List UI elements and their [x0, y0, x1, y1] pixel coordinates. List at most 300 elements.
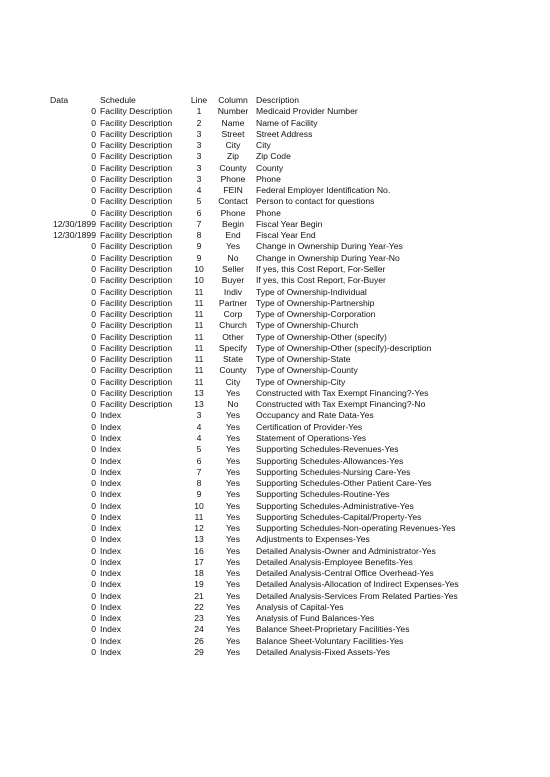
cell-schedule: Facility Description — [100, 331, 173, 342]
cell-column: County — [219, 365, 247, 376]
cell-column: Yes — [225, 613, 241, 624]
table-row — [0, 444, 550, 455]
cell-description: Type of Ownership-City — [256, 376, 346, 387]
cell-line: 11 — [194, 342, 204, 353]
cell-data: 0 — [91, 421, 96, 432]
cell-schedule: Facility Description — [100, 286, 173, 297]
cell-data: 0 — [91, 511, 96, 522]
cell-data: 0 — [91, 173, 96, 184]
cell-schedule: Index — [100, 590, 122, 601]
cell-schedule: Index — [100, 556, 122, 567]
cell-schedule: Index — [100, 421, 122, 432]
table-row — [0, 354, 550, 365]
cell-description: Supporting Schedules-Nursing Care-Yes — [256, 466, 411, 477]
cell-line: 5 — [196, 196, 202, 207]
cell-description: Certification of Provider-Yes — [256, 421, 363, 432]
table-row — [0, 613, 550, 624]
cell-data: 0 — [91, 568, 96, 579]
cell-description: Statement of Operations-Yes — [256, 432, 367, 443]
table-row — [0, 230, 550, 241]
cell-column: City — [225, 140, 241, 151]
cell-description: Change in Ownership During Year-No — [256, 252, 400, 263]
cell-schedule: Facility Description — [100, 241, 173, 252]
table-row — [0, 320, 550, 331]
cell-column: Yes — [225, 624, 241, 635]
cell-description: Name of Facility — [256, 117, 318, 128]
cell-line: 11 — [194, 331, 204, 342]
cell-schedule: Index — [100, 432, 122, 443]
cell-line: 11 — [194, 511, 204, 522]
table-row — [0, 410, 550, 421]
cell-column: State — [222, 354, 244, 365]
cell-column: Yes — [225, 478, 241, 489]
table-row — [0, 185, 550, 196]
cell-column: Yes — [225, 556, 241, 567]
cell-schedule: Index — [100, 489, 122, 500]
cell-data: 0 — [91, 590, 96, 601]
cell-column: Yes — [225, 635, 241, 646]
cell-column: Other — [222, 331, 244, 342]
cell-description: Constructed with Tax Exempt Financing?-Yes — [256, 387, 429, 398]
cell-column: Yes — [225, 410, 241, 421]
cell-column: Corp — [223, 309, 243, 320]
cell-description: If yes, this Cost Report, For-Buyer — [256, 275, 386, 286]
cell-line: 10 — [194, 275, 204, 286]
cell-data: 0 — [91, 263, 96, 274]
cell-schedule: Facility Description — [100, 173, 173, 184]
cell-schedule: Facility Description — [100, 387, 173, 398]
cell-description: Detailed Analysis-Central Office Overhead-Yes — [256, 568, 434, 579]
cell-line: 9 — [196, 489, 202, 500]
cell-data: 0 — [91, 140, 96, 151]
cell-schedule: Index — [100, 478, 122, 489]
cell-description: Type of Ownership-State — [256, 354, 351, 365]
cell-line: 11 — [194, 309, 204, 320]
cell-column: Partner — [218, 297, 248, 308]
table-row — [0, 546, 550, 557]
cell-schedule: Index — [100, 534, 122, 545]
cell-data: 12/30/1899 — [52, 230, 96, 241]
table-row — [0, 399, 550, 410]
cell-data: 0 — [91, 523, 96, 534]
cell-description: City — [256, 140, 271, 151]
cell-data: 0 — [91, 320, 96, 331]
cell-data: 0 — [91, 455, 96, 466]
cell-column: Number — [217, 106, 249, 117]
cell-line: 6 — [196, 207, 202, 218]
cell-line: 8 — [196, 478, 202, 489]
cell-schedule: Facility Description — [100, 354, 173, 365]
cell-column: Zip — [227, 151, 239, 162]
cell-line: 8 — [196, 230, 202, 241]
table-row — [0, 298, 550, 309]
cell-schedule: Facility Description — [100, 320, 173, 331]
cell-column: Yes — [225, 432, 241, 443]
cell-schedule: Facility Description — [100, 252, 173, 263]
cell-description: Phone — [256, 207, 281, 218]
cell-column: Name — [221, 117, 245, 128]
cell-line: 11 — [194, 376, 204, 387]
header-column: Column — [218, 95, 248, 105]
header-schedule: Schedule — [100, 95, 136, 105]
cell-schedule: Index — [100, 523, 122, 534]
cell-schedule: Index — [100, 613, 122, 624]
cell-description: Street Address — [256, 128, 313, 139]
cell-column: No — [227, 399, 239, 410]
cell-data: 0 — [91, 432, 96, 443]
table-row — [0, 151, 550, 162]
cell-schedule: Index — [100, 635, 122, 646]
table-row — [0, 208, 550, 219]
cell-schedule: Facility Description — [100, 275, 173, 286]
cell-schedule: Facility Description — [100, 342, 173, 353]
cell-schedule: Facility Description — [100, 140, 173, 151]
cell-data: 0 — [91, 601, 96, 612]
cell-data: 0 — [91, 466, 96, 477]
cell-line: 3 — [196, 173, 202, 184]
table-row — [0, 512, 550, 523]
header-data: Data — [50, 95, 69, 105]
cell-column: Yes — [225, 421, 241, 432]
table-row — [0, 196, 550, 207]
cell-line: 7 — [196, 466, 202, 477]
cell-description: Balance Sheet-Voluntary Facilities-Yes — [256, 635, 404, 646]
table-row — [0, 241, 550, 252]
cell-schedule: Facility Description — [100, 106, 173, 117]
cell-schedule: Facility Description — [100, 151, 173, 162]
cell-line: 1 — [196, 106, 202, 117]
cell-description: Type of Ownership-Individual — [256, 286, 367, 297]
cell-line: 24 — [194, 624, 204, 635]
cell-description: Fiscal Year End — [256, 230, 316, 241]
table-row — [0, 579, 550, 590]
cell-description: Detailed Analysis-Fixed Assets-Yes — [256, 647, 390, 658]
cell-description: Balance Sheet-Proprietary Facilities-Yes — [256, 624, 410, 635]
cell-line: 10 — [194, 500, 204, 511]
cell-line: 11 — [194, 365, 204, 376]
table-row — [0, 489, 550, 500]
cell-description: Analysis of Fund Balances-Yes — [256, 613, 375, 624]
cell-description: Medicaid Provider Number — [256, 106, 358, 117]
cell-line: 17 — [194, 556, 204, 567]
cell-data: 0 — [91, 354, 96, 365]
cell-data: 0 — [91, 489, 96, 500]
cell-line: 26 — [194, 635, 204, 646]
cell-description: Supporting Schedules-Capital/Property-Yes — [256, 511, 422, 522]
cell-description: If yes, this Cost Report, For-Seller — [256, 263, 386, 274]
table-row — [0, 264, 550, 275]
table-row — [0, 309, 550, 320]
cell-data: 0 — [91, 252, 96, 263]
cell-column: Yes — [225, 545, 241, 556]
cell-line: 11 — [194, 297, 204, 308]
cell-line: 3 — [196, 151, 202, 162]
header-description: Description — [256, 95, 299, 105]
cell-data: 0 — [91, 241, 96, 252]
cell-data: 0 — [91, 286, 96, 297]
header-row — [0, 95, 550, 106]
cell-data: 0 — [91, 297, 96, 308]
cell-line: 6 — [196, 455, 202, 466]
table-body — [0, 106, 550, 658]
table-row — [0, 647, 550, 658]
cell-column: Yes — [225, 466, 241, 477]
cell-data: 0 — [91, 275, 96, 286]
cell-description: Supporting Schedules-Routine-Yes — [256, 489, 390, 500]
cell-schedule: Index — [100, 579, 122, 590]
cell-schedule: Facility Description — [100, 230, 173, 241]
cell-description: Analysis of Capital-Yes — [256, 601, 344, 612]
cell-data: 0 — [91, 399, 96, 410]
table-row — [0, 140, 550, 151]
table-row — [0, 456, 550, 467]
cell-schedule: Facility Description — [100, 128, 173, 139]
table-row — [0, 377, 550, 388]
cell-line: 4 — [196, 432, 202, 443]
cell-schedule: Index — [100, 444, 122, 455]
cell-schedule: Index — [100, 624, 122, 635]
cell-column: Yes — [225, 579, 241, 590]
cell-line: 9 — [196, 252, 202, 263]
cell-line: 12 — [194, 523, 204, 534]
table-row — [0, 501, 550, 512]
cell-schedule: Facility Description — [100, 309, 173, 320]
cell-description: Supporting Schedules-Administrative-Yes — [256, 500, 414, 511]
cell-description: Type of Ownership-Other (specify) — [256, 331, 387, 342]
table-row — [0, 568, 550, 579]
cell-column: Yes — [225, 511, 241, 522]
cell-description: Type of Ownership-Other (specify)-description — [256, 342, 432, 353]
cell-schedule: Facility Description — [100, 263, 173, 274]
cell-line: 13 — [194, 399, 204, 410]
cell-line: 19 — [194, 579, 204, 590]
cell-column: Yes — [225, 241, 241, 252]
table-row — [0, 602, 550, 613]
table-row — [0, 163, 550, 174]
cell-schedule: Index — [100, 410, 122, 421]
cell-data: 0 — [91, 128, 96, 139]
cell-column: Buyer — [221, 275, 245, 286]
table-row — [0, 118, 550, 129]
cell-data: 0 — [91, 624, 96, 635]
cell-description: Type of Ownership-Partnership — [256, 297, 375, 308]
cell-description: County — [256, 162, 284, 173]
table-row — [0, 287, 550, 298]
cell-column: Yes — [225, 568, 241, 579]
cell-description: Adjustments to Expenses-Yes — [256, 534, 370, 545]
table-row — [0, 219, 550, 230]
cell-line: 11 — [194, 286, 204, 297]
table-row — [0, 332, 550, 343]
cell-description: Occupancy and Rate Data-Yes — [256, 410, 374, 421]
table-row — [0, 422, 550, 433]
cell-line: 13 — [194, 534, 204, 545]
cell-column: Phone — [220, 173, 246, 184]
table-row — [0, 467, 550, 478]
cell-description: Detailed Analysis-Employee Benefits-Yes — [256, 556, 413, 567]
cell-data: 0 — [91, 117, 96, 128]
cell-line: 21 — [194, 590, 204, 601]
table-row — [0, 275, 550, 286]
cell-description: Phone — [256, 173, 281, 184]
table-row — [0, 433, 550, 444]
cell-description: Person to contact for questions — [256, 196, 375, 207]
cell-data: 0 — [91, 162, 96, 173]
cell-column: Yes — [225, 523, 241, 534]
cell-description: Supporting Schedules-Allowances-Yes — [256, 455, 404, 466]
cell-description: Type of Ownership-Church — [256, 320, 359, 331]
cell-description: Supporting Schedules-Revenues-Yes — [256, 444, 399, 455]
cell-description: Federal Employer Identification No. — [256, 185, 391, 196]
cell-line: 4 — [196, 185, 202, 196]
cell-column: Yes — [225, 455, 241, 466]
table-row — [0, 478, 550, 489]
table-row — [0, 388, 550, 399]
cell-data: 0 — [91, 478, 96, 489]
cell-schedule: Facility Description — [100, 376, 173, 387]
cell-description: Detailed Analysis-Owner and Administrator-Yes — [256, 545, 436, 556]
table-row — [0, 106, 550, 117]
cell-column: Contact — [218, 196, 248, 207]
cell-column: End — [225, 230, 241, 241]
table-row — [0, 174, 550, 185]
cell-data: 0 — [91, 331, 96, 342]
cell-column: Street — [221, 128, 245, 139]
cell-column: Begin — [222, 218, 244, 229]
cell-data: 0 — [91, 207, 96, 218]
cell-schedule: Index — [100, 500, 122, 511]
cell-data: 0 — [91, 500, 96, 511]
cell-data: 0 — [91, 387, 96, 398]
cell-schedule: Facility Description — [100, 162, 173, 173]
cell-line: 29 — [194, 647, 204, 658]
cell-data: 0 — [91, 106, 96, 117]
cell-description: Constructed with Tax Exempt Financing?-No — [256, 399, 426, 410]
table-row — [0, 534, 550, 545]
cell-line: 10 — [194, 263, 204, 274]
cell-data: 0 — [91, 556, 96, 567]
cell-column: Church — [219, 320, 247, 331]
cell-description: Detailed Analysis-Allocation of Indirect Expenses-Yes — [256, 579, 459, 590]
cell-column: Yes — [225, 601, 241, 612]
spreadsheet-page — [0, 95, 550, 658]
cell-schedule: Facility Description — [100, 297, 173, 308]
cell-line: 3 — [196, 162, 202, 173]
cell-description: Type of Ownership-County — [256, 365, 358, 376]
cell-data: 0 — [91, 365, 96, 376]
cell-data: 0 — [91, 647, 96, 658]
cell-data: 0 — [91, 444, 96, 455]
cell-description: Zip Code — [256, 151, 291, 162]
cell-line: 2 — [196, 117, 202, 128]
cell-column: FEIN — [223, 185, 243, 196]
cell-schedule: Facility Description — [100, 399, 173, 410]
cell-column: Yes — [225, 489, 241, 500]
cell-line: 11 — [194, 320, 204, 331]
cell-line: 7 — [196, 218, 202, 229]
table-row — [0, 557, 550, 568]
cell-line: 13 — [194, 387, 204, 398]
table-row — [0, 343, 550, 354]
cell-schedule: Index — [100, 455, 122, 466]
cell-line: 16 — [194, 545, 204, 556]
cell-schedule: Facility Description — [100, 218, 173, 229]
cell-schedule: Facility Description — [100, 365, 173, 376]
cell-schedule: Index — [100, 647, 122, 658]
cell-column: Yes — [225, 647, 241, 658]
cell-line: 3 — [196, 128, 202, 139]
cell-description: Change in Ownership During Year-Yes — [256, 241, 403, 252]
cell-column: Yes — [225, 444, 241, 455]
cell-column: Specify — [218, 342, 248, 353]
cell-column: City — [225, 376, 241, 387]
cell-column: County — [219, 162, 247, 173]
cell-line: 22 — [194, 601, 204, 612]
table-row — [0, 523, 550, 534]
cell-line: 11 — [194, 354, 204, 365]
cell-line: 18 — [194, 568, 204, 579]
cell-description: Supporting Schedules-Non-operating Revenues-Yes — [256, 523, 456, 534]
cell-data: 0 — [91, 545, 96, 556]
cell-line: 9 — [196, 241, 202, 252]
cell-data: 0 — [91, 185, 96, 196]
cell-schedule: Facility Description — [100, 207, 173, 218]
cell-column: Yes — [225, 590, 241, 601]
cell-column: No — [227, 252, 239, 263]
table-row — [0, 624, 550, 635]
cell-data: 0 — [91, 579, 96, 590]
cell-schedule: Facility Description — [100, 196, 173, 207]
cell-schedule: Index — [100, 466, 122, 477]
cell-data: 12/30/1899 — [52, 218, 96, 229]
table-row — [0, 365, 550, 376]
cell-data: 0 — [91, 309, 96, 320]
cell-data: 0 — [91, 151, 96, 162]
cell-column: Phone — [220, 207, 246, 218]
cell-column: Seller — [222, 263, 244, 274]
cell-column: Yes — [225, 534, 241, 545]
table-row — [0, 253, 550, 264]
table-row — [0, 591, 550, 602]
cell-schedule: Facility Description — [100, 185, 173, 196]
cell-line: 4 — [196, 421, 202, 432]
cell-description: Fiscal Year Begin — [256, 218, 323, 229]
cell-description: Type of Ownership-Corporation — [256, 309, 376, 320]
cell-description: Detailed Analysis-Services From Related Parties-Yes — [256, 590, 458, 601]
table-row — [0, 636, 550, 647]
cell-schedule: Index — [100, 601, 122, 612]
cell-data: 0 — [91, 635, 96, 646]
cell-line: 3 — [196, 410, 202, 421]
cell-column: Yes — [225, 500, 241, 511]
cell-data: 0 — [91, 410, 96, 421]
cell-data: 0 — [91, 376, 96, 387]
table-row — [0, 129, 550, 140]
cell-description: Supporting Schedules-Other Patient Care-Yes — [256, 478, 432, 489]
cell-column: Indiv — [223, 286, 243, 297]
cell-column: Yes — [225, 387, 241, 398]
cell-schedule: Index — [100, 568, 122, 579]
header-line: Line — [190, 95, 208, 105]
cell-schedule: Index — [100, 511, 122, 522]
cell-data: 0 — [91, 534, 96, 545]
cell-line: 23 — [194, 613, 204, 624]
cell-data: 0 — [91, 342, 96, 353]
cell-line: 5 — [196, 444, 202, 455]
cell-line: 3 — [196, 140, 202, 151]
cell-data: 0 — [91, 196, 96, 207]
cell-data: 0 — [91, 613, 96, 624]
